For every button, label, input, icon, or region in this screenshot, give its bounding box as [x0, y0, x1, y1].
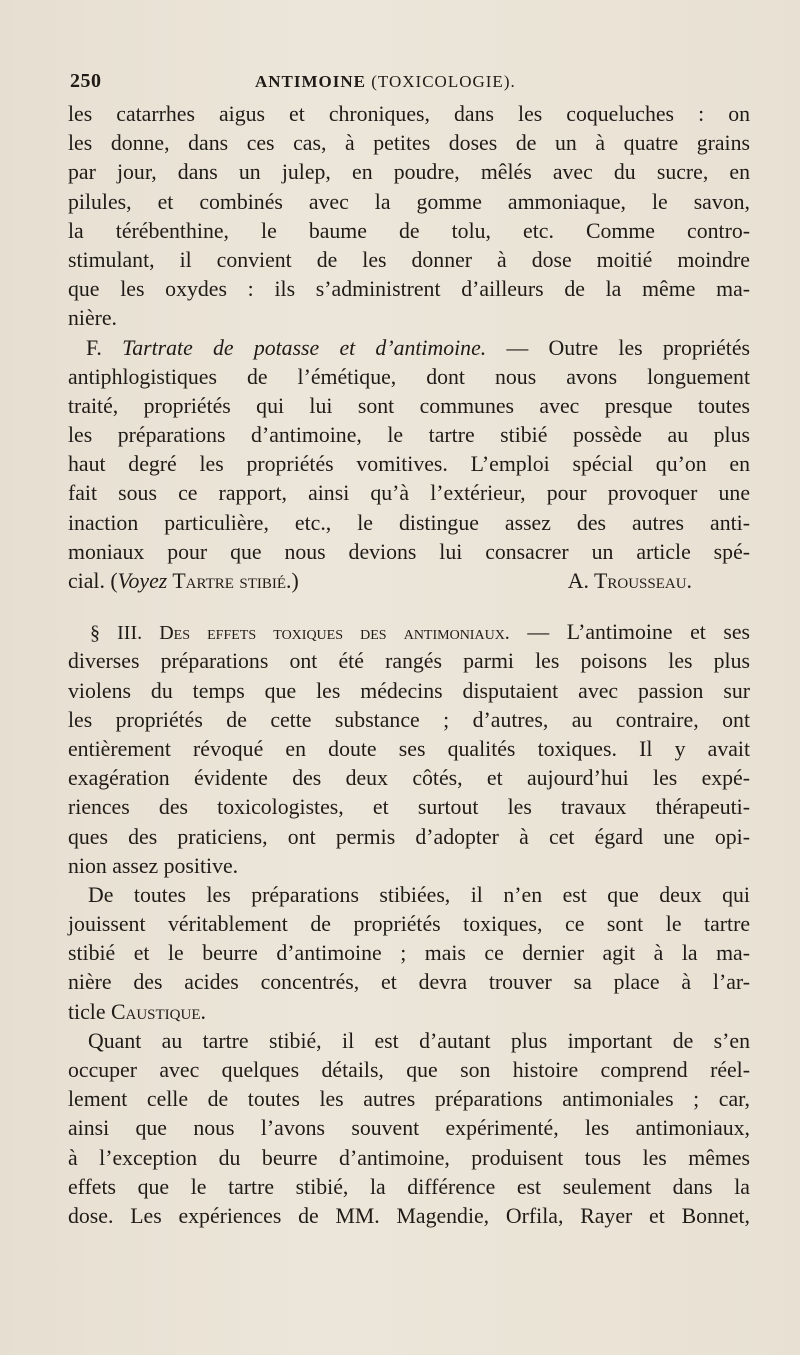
cross-reference: Caustique. — [110, 999, 206, 1024]
text-line: riences des toxicologistes, et surtout les travaux thérapeuti- — [68, 795, 750, 820]
text-line: jouissent véritablement de propriétés toxiques, ce sont le tartre — [68, 912, 750, 937]
paragraph-stibiees — [68, 881, 750, 1027]
text-line: la térébenthine, le baume de tolu, etc. Comme contro- — [68, 218, 750, 243]
text-line: moniaux pour que nous devions lui consacrer un article spé- — [68, 539, 750, 564]
text-line: nière des acides concentrés, et devra trouver sa place à l’ar- — [68, 970, 750, 995]
text-line: De toutes les préparations stibiées, il n’en est que deux qui — [88, 882, 750, 907]
text-line: les préparations d’antimoine, le tartre stibié possède au plus — [68, 423, 750, 448]
text-line: stimulant, il convient de les donner à dose moitié moindre — [68, 247, 750, 272]
text-line: dose. Les expériences de MM. Magendie, Orfila, Rayer et Bonnet, — [68, 1203, 750, 1228]
text-line: antiphlogistiques de l’émétique, dont nous avons longuement — [68, 364, 750, 389]
text-line: traité, propriétés qui lui sont communes avec presque toutes — [68, 393, 750, 418]
running-head-main: ANTIMOINE — [255, 72, 367, 91]
section-3 — [68, 618, 750, 881]
section-spacer — [68, 596, 750, 618]
text-line: occuper avec quelques détails, que son histoire comprend réel- — [68, 1058, 750, 1082]
text-line: nière. — [68, 306, 118, 331]
paragraph-continuation — [68, 100, 750, 334]
author-signature: A. Trousseau. — [567, 569, 692, 593]
text-line: à l’exception du beurre d’antimoine, produisent tous les mêmes — [68, 1145, 750, 1170]
text-line-with-signature — [68, 567, 750, 596]
section-heading-after: — L’antimoine et ses — [509, 620, 751, 645]
text-line: les catarrhes aigus et chroniques, dans les coqueluches : on — [68, 102, 750, 126]
cross-reference: Tartre stibié.) — [167, 569, 299, 593]
text-line: par jour, dans un julep, en poudre, mêlés avec du sucre, en — [68, 160, 750, 185]
text-line: diverses préparations ont été rangés parmi les poisons les plus — [68, 649, 750, 674]
text-line: inaction particulière, etc., le distingue assez des autres anti- — [68, 510, 750, 535]
text-line: lement celle de toutes les autres préparations antimoniales ; car, — [68, 1087, 750, 1112]
item-letter: F. — [86, 335, 123, 360]
text-line: entièrement révoqué en doute ses qualités toxiques. Il y avait — [68, 736, 750, 761]
text-line: ques des praticiens, ont permis d’adopter à cet égard une opi- — [68, 824, 750, 849]
paragraph-tartrate — [68, 334, 750, 597]
text-line: nion assez positive. — [68, 853, 239, 878]
page-number: 250 — [70, 70, 102, 92]
running-head-sub: (TOXICOLOGIE). — [366, 72, 516, 91]
text-line: effets que le tartre stibié, la différence est seulement dans la — [68, 1174, 750, 1199]
text-line — [68, 618, 750, 647]
text-line: ainsi que nous l’avons souvent expérimenté, les antimoniaux, — [68, 1116, 750, 1141]
paragraph-tartre-stibie — [68, 1027, 750, 1231]
page-body — [68, 100, 750, 1231]
text-line: ticle Caustique. — [68, 999, 206, 1024]
text-line: Quant au tartre stibié, il est d’autant plus important de s’en — [88, 1028, 750, 1053]
text-line: pilules, et combinés avec la gomme ammoniaque, le savon, — [68, 189, 750, 214]
text-line: exagération évidente des deux côtés, et aujourd’hui les expé- — [68, 766, 750, 791]
item-title-after: — Outre les propriétés — [486, 335, 750, 360]
text-line: haut degré les propriétés vomitives. L’emploi spécial qu’on en — [68, 452, 750, 477]
text-line: stibié et le beurre d’antimoine ; mais ce dernier agit à la ma- — [68, 941, 750, 966]
text-line: les propriétés de cette substance ; d’autres, au contraire, ont — [68, 707, 750, 732]
page-header — [70, 70, 750, 96]
text-line — [68, 334, 750, 363]
text-line: que les oxydes : ils s’administrent d’ailleurs de la même ma- — [68, 277, 750, 302]
text-line: fait sous ce rapport, ainsi qu’à l’extérieur, pour provoquer une — [68, 481, 750, 506]
text-line: violens du temps que les médecins disputaient avec passion sur — [68, 678, 750, 703]
text-line: les donne, dans ces cas, à petites doses de un à quatre grains — [68, 131, 750, 156]
see-reference: cial. (Voyez Tartre stibié.) — [68, 569, 299, 593]
section-heading: § III. Des effets toxiques des antimoniaux. — [90, 622, 510, 645]
running-head — [255, 72, 516, 92]
item-title: Tartrate de potasse et d’antimoine. — [122, 335, 487, 360]
